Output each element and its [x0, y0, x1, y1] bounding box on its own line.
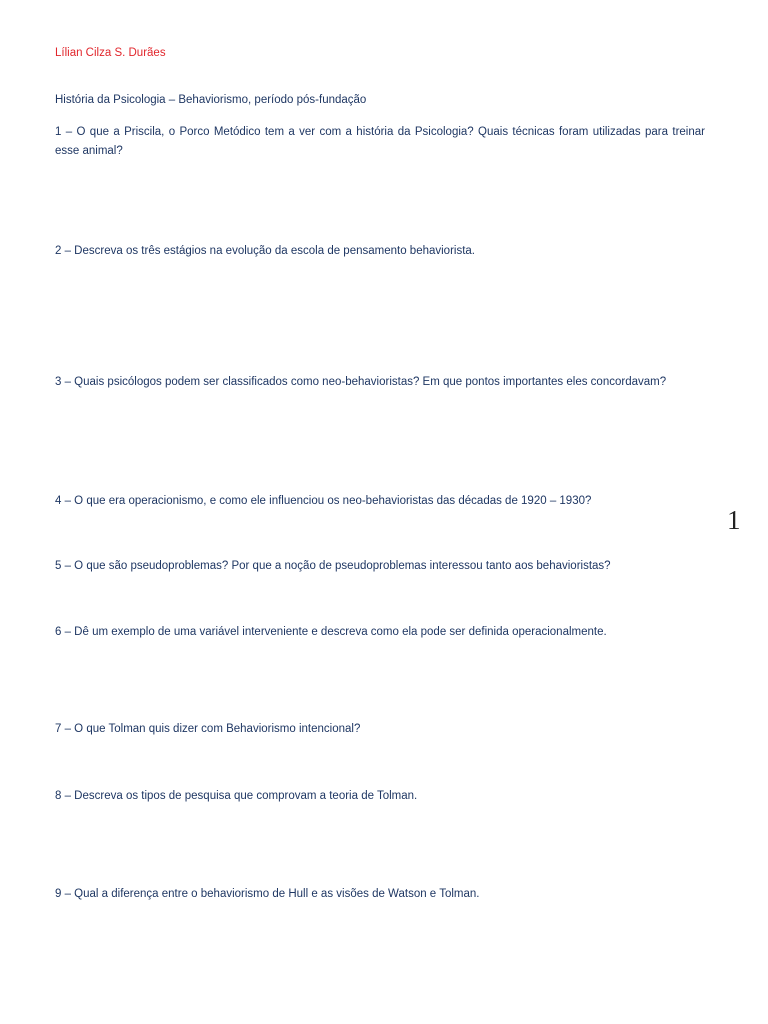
- document-title: História da Psicologia – Behaviorismo, período pós-fundação: [55, 94, 367, 106]
- page-number: 1: [727, 505, 741, 535]
- question-5: 5 – O que são pseudoproblemas? Por que a noção de pseudoproblemas interessou tanto aos behavioristas?: [55, 560, 611, 572]
- question-2: 2 – Descreva os três estágios na evolução da escola de pensamento behaviorista.: [55, 245, 476, 257]
- question-8: 8 – Descreva os tipos de pesquisa que comprovam a teoria de Tolman.: [55, 790, 418, 802]
- question-3: 3 – Quais psicólogos podem ser classificados como neo-behavioristas? Em que pontos importantes eles concordavam?: [55, 376, 667, 388]
- author-name: Lílian Cilza S. Durães: [55, 47, 166, 59]
- question-7: 7 – O que Tolman quis dizer com Behaviorismo intencional?: [55, 723, 361, 735]
- question-4: 4 – O que era operacionismo, e como ele influenciou os neo-behavioristas das décadas de 1920 – 1930?: [55, 495, 592, 507]
- question-1: 1 – O que a Priscila, o Porco Metódico tem a ver com a história da Psicologia? Quais técnicas foram utilizadas para treinar esse animal?: [55, 126, 705, 157]
- question-6: 6 – Dê um exemplo de uma variável interveniente e descreva como ela pode ser definida operacionalmente.: [55, 626, 607, 638]
- question-9: 9 – Qual a diferença entre o behaviorismo de Hull e as visões de Watson e Tolman.: [55, 888, 480, 900]
